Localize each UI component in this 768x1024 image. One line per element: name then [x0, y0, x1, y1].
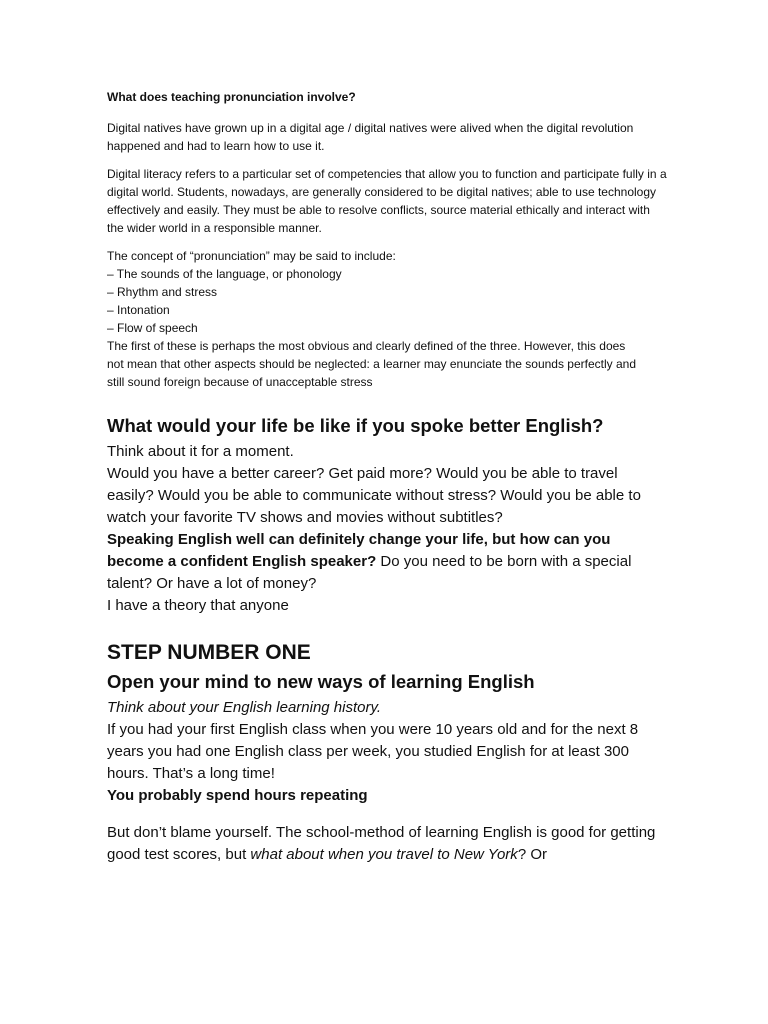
list-item: – Intonation	[107, 303, 170, 317]
pronunciation-line-3: still sound foreign because of unacceptable stress	[107, 375, 373, 389]
would-paragraph: Would you have a better career? Get paid more? Would you be able to travel easily? Would you be able to communicate without stress? Would you be able to watch your favorite TV shows and movies without subtitles?	[107, 465, 641, 526]
digital-natives-paragraph: Digital natives have grown up in a digital age / digital natives were alived when the digital revolution happened and had to learn how to use it.	[107, 121, 634, 153]
step-title: STEP NUMBER ONE	[107, 641, 311, 664]
blame-italic-text: what about when you travel to New York	[250, 846, 518, 863]
life-question-heading: What would your life be like if you spoke better English?	[107, 415, 604, 436]
list-item: – The sounds of the language, or phonology	[107, 267, 342, 281]
pronunciation-line-1: The first of these is perhaps the most obvious and clearly defined of the three. However, this does	[107, 339, 626, 353]
theory-line: I have a theory that anyone	[107, 597, 289, 614]
speaking-paragraph	[107, 529, 667, 595]
history-italic-line: Think about your English learning history.	[107, 699, 382, 716]
blame-end-text: ? Or	[517, 846, 547, 863]
digital-literacy-paragraph: Digital literacy refers to a particular set of competencies that allow you to function and participate fully in a digital world. Students, nowadays, are generally considered to be digital natives; able to use technology effectively and easily. They must be able to resolve conflicts, source material ethically and interact with the wider world in a responsible manner.	[107, 167, 667, 235]
repeating-line: You probably spend hours repeating	[107, 787, 368, 804]
question-heading-small: What does teaching pronunciation involve?	[107, 90, 356, 104]
pronunciation-intro: The concept of “pronunciation” may be said to include:	[107, 249, 396, 263]
history-paragraph: If you had your first English class when you were 10 years old and for the next 8 years you had one English class per week, you studied English for at least 300 hours. That’s a long time!	[107, 721, 639, 782]
pronunciation-list	[107, 265, 667, 337]
pronunciation-line-2: not mean that other aspects should be neglected: a learner may enunciate the sounds perfectly and	[107, 357, 637, 371]
list-item: – Flow of speech	[107, 321, 198, 335]
speaking-rest-text: Do you need to be born with a special talent? Or have a lot of money?	[107, 553, 632, 592]
step-subtitle: Open your mind to new ways of learning English	[107, 671, 535, 692]
blame-paragraph	[107, 822, 667, 866]
document-body	[107, 88, 667, 866]
list-item: – Rhythm and stress	[107, 285, 218, 299]
blame-start-text: But don’t blame yourself. The school-method of learning English is good for getting good test scores, but	[107, 824, 656, 863]
think-line: Think about it for a moment.	[107, 443, 294, 460]
speaking-bold-text: Speaking English well can definitely change your life, but how can you become a confident English speaker?	[107, 531, 611, 570]
